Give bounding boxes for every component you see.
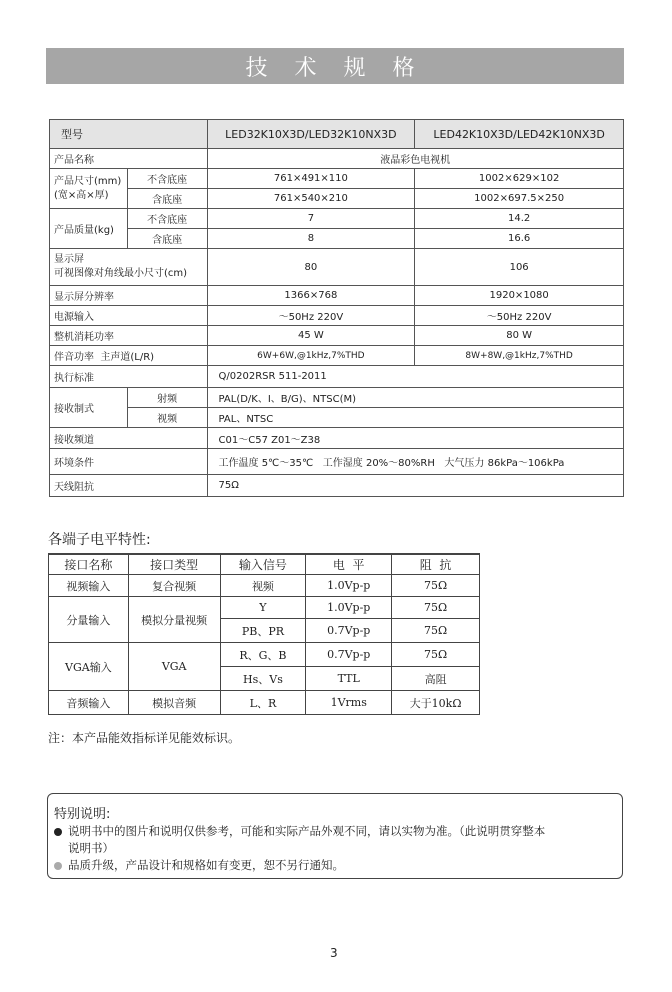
cell: 1.0Vp-p <box>306 597 392 619</box>
special-notice-box <box>47 793 623 879</box>
display-label-line1: 显示屏 <box>54 254 84 265</box>
table-row <box>50 366 624 388</box>
cell: 8 <box>207 229 415 249</box>
table-row <box>49 597 480 619</box>
page-number: 3 <box>330 946 338 960</box>
cell: 6W+6W,@1kHz,7%THD <box>207 346 415 366</box>
cell: 16.6 <box>415 229 624 249</box>
cell: 80 <box>207 249 415 286</box>
table-row <box>50 388 624 408</box>
cell: 模拟分量视频 <box>128 597 220 643</box>
row-value: 液晶彩色电视机 <box>207 149 623 169</box>
table-row <box>50 209 624 229</box>
table-row <box>50 326 624 346</box>
row-label: 天线阻抗 <box>50 475 208 497</box>
cell: R、G、B <box>220 643 306 667</box>
sub-label: 视频 <box>127 408 207 428</box>
cell: ～50Hz 220V <box>415 306 624 326</box>
sub-label: 射频 <box>127 388 207 408</box>
row-label: 显示屏分辨率 <box>50 286 208 306</box>
cell: 大于10kΩ <box>392 691 480 715</box>
cell: 分量输入 <box>49 597 129 643</box>
ports-table <box>48 553 480 715</box>
display-label-line2: 可视图像对角线最小尺寸(cm) <box>54 268 188 279</box>
page-title: 技 术 规 格 <box>46 48 624 84</box>
notice-item <box>54 857 614 874</box>
table-row <box>49 643 480 667</box>
col-header: 接口类型 <box>128 554 220 575</box>
cell: 761×540×210 <box>207 189 415 209</box>
row-label <box>50 249 208 286</box>
model-col1: LED32K10X3D/LED32K10NX3D <box>207 120 415 149</box>
size-label-line1: 产品尺寸(mm) <box>54 175 122 187</box>
row-label: 执行标准 <box>50 366 208 388</box>
cell: 80 W <box>415 326 624 346</box>
cell: 75Ω <box>392 619 480 643</box>
row-label: 环境条件 <box>50 449 208 475</box>
col-header: 接口名称 <box>49 554 129 575</box>
cell: 视频输入 <box>49 575 129 597</box>
cell: 1002×629×102 <box>415 169 624 189</box>
cell: 1002×697.5×250 <box>415 189 624 209</box>
row-value: PAL(D/K、I、B/G)、NTSC(M) <box>207 388 623 408</box>
cell: 106 <box>415 249 624 286</box>
row-label: 电源输入 <box>50 306 208 326</box>
notice-text: 品质升级，产品设计和规格如有变更，恕不另行通知。 <box>68 858 344 872</box>
cell: 0.7Vp-p <box>306 619 392 643</box>
model-label: 型号 <box>50 120 208 149</box>
row-label: 接收频道 <box>50 428 208 449</box>
table-row <box>50 449 624 475</box>
row-label: 接收制式 <box>50 388 128 428</box>
sub-label: 不含底座 <box>127 169 207 189</box>
cell: TTL <box>306 667 392 691</box>
table-row <box>50 229 624 249</box>
col-header: 输入信号 <box>220 554 306 575</box>
cell: 1920×1080 <box>415 286 624 306</box>
row-value: C01～C57 Z01～Z38 <box>207 428 623 449</box>
table-row <box>49 691 480 715</box>
cell: VGA <box>128 643 220 691</box>
cell: L、R <box>220 691 306 715</box>
size-label-line2: (宽×高×厚) <box>54 189 109 201</box>
table-row <box>50 120 624 149</box>
table-row <box>50 475 624 497</box>
row-label: 产品质量(kg) <box>50 209 128 249</box>
efficiency-note: 注：本产品能效指标详见能效标识。 <box>48 731 241 745</box>
cell: VGA输入 <box>49 643 129 691</box>
cell: 1.0Vp-p <box>306 575 392 597</box>
cell: 高阻 <box>392 667 480 691</box>
sub-label: 不含底座 <box>127 209 207 229</box>
cell: ～50Hz 220V <box>207 306 415 326</box>
table-row <box>50 346 624 366</box>
cell: 75Ω <box>392 597 480 619</box>
cell: 1366×768 <box>207 286 415 306</box>
table-row <box>50 189 624 209</box>
cell: 14.2 <box>415 209 624 229</box>
table-row <box>50 249 624 286</box>
table-row <box>50 149 624 169</box>
notice-title: 特别说明: <box>54 807 111 822</box>
row-value: 75Ω <box>207 475 623 497</box>
spec-table <box>49 119 624 497</box>
table-header-row <box>49 554 480 575</box>
model-col2: LED42K10X3D/LED42K10NX3D <box>415 120 624 149</box>
cell: 模拟音频 <box>128 691 220 715</box>
cell: 45 W <box>207 326 415 346</box>
row-label <box>50 169 128 209</box>
cell: Hs、Vs <box>220 667 306 691</box>
cell: 75Ω <box>392 643 480 667</box>
cell: 8W+8W,@1kHz,7%THD <box>415 346 624 366</box>
cell: 1Vrms <box>306 691 392 715</box>
row-value: PAL、NTSC <box>207 408 623 428</box>
row-label: 伴音功率 主声道(L/R) <box>50 346 208 366</box>
col-header: 阻 抗 <box>392 554 480 575</box>
cell: PB、PR <box>220 619 306 643</box>
row-value: Q/0202RSR 511-2011 <box>207 366 623 388</box>
row-label: 产品名称 <box>50 149 208 169</box>
table-row <box>49 575 480 597</box>
row-value: 工作温度 5℃～35℃ 工作湿度 20%～80%RH 大气压力 86kPa～106kPa <box>207 449 623 475</box>
col-header: 电 平 <box>306 554 392 575</box>
table-row <box>50 408 624 428</box>
notice-text: 说明书中的图片和说明仅供参考，可能和实际产品外观不同，请以实物为准。（此说明贯穿整本 <box>68 824 546 838</box>
bullet-icon <box>54 862 62 870</box>
cell: Y <box>220 597 306 619</box>
table-row <box>50 306 624 326</box>
cell: 761×491×110 <box>207 169 415 189</box>
sub-label: 含底座 <box>127 189 207 209</box>
table-row <box>50 286 624 306</box>
sub-label: 含底座 <box>127 229 207 249</box>
row-label: 整机消耗功率 <box>50 326 208 346</box>
table-row <box>50 169 624 189</box>
cell: 音频输入 <box>49 691 129 715</box>
cell: 复合视频 <box>128 575 220 597</box>
cell: 75Ω <box>392 575 480 597</box>
notice-text-cont: 说明书） <box>68 841 114 855</box>
cell: 0.7Vp-p <box>306 643 392 667</box>
bullet-icon <box>54 828 62 836</box>
table-row <box>50 428 624 449</box>
notice-item <box>54 823 614 857</box>
ports-title: 各端子电平特性: <box>48 532 151 548</box>
cell: 视频 <box>220 575 306 597</box>
cell: 7 <box>207 209 415 229</box>
